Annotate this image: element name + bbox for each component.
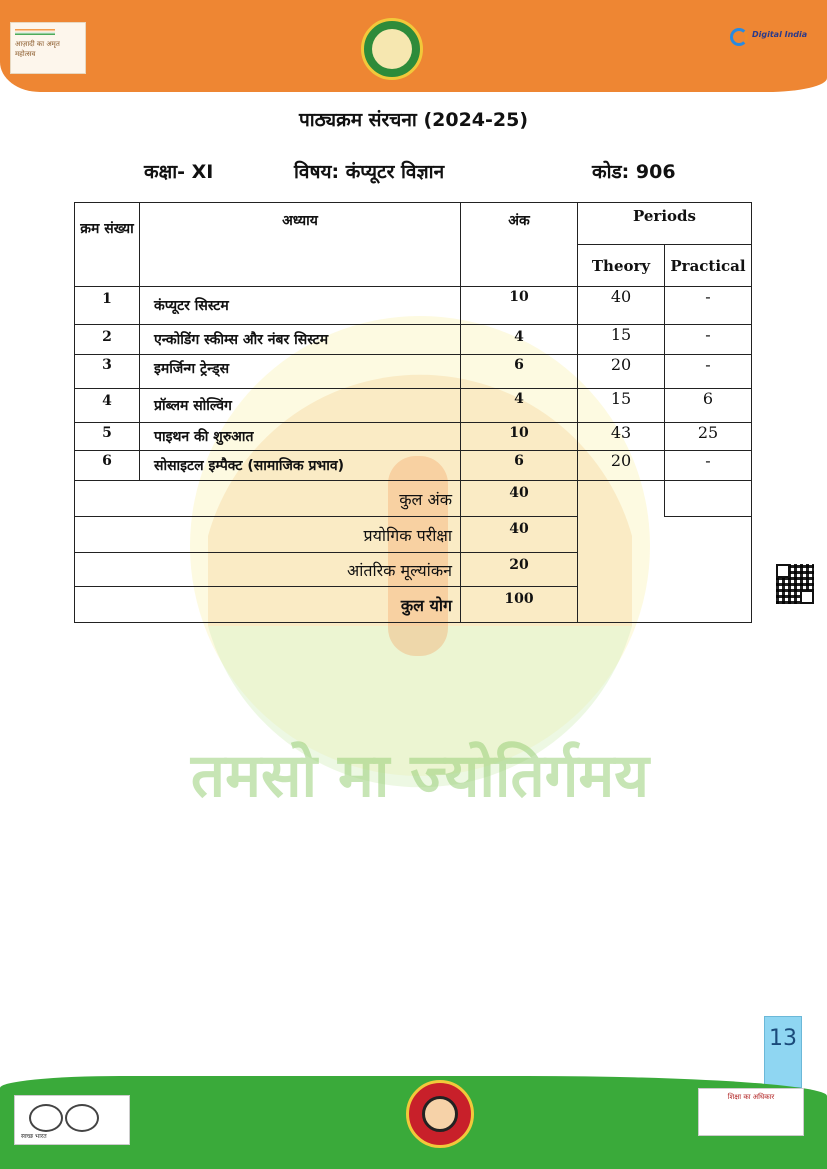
row-chapter: सोसाइटल इम्पैक्ट (सामाजिक प्रभाव) xyxy=(140,451,461,481)
syllabus-table xyxy=(74,202,752,623)
header-periods: Periods xyxy=(578,203,752,245)
row-theory: 43 xyxy=(578,423,665,451)
row-marks: 4 xyxy=(461,325,578,355)
table-header-row xyxy=(75,203,752,245)
row-marks: 4 xyxy=(461,389,578,423)
row-theory: 15 xyxy=(578,389,665,423)
total-marks-label: कुल अंक xyxy=(75,481,461,517)
page-number: 13 xyxy=(764,1016,802,1088)
table-row xyxy=(75,389,752,423)
row-theory: 20 xyxy=(578,451,665,481)
row-sno: 6 xyxy=(75,451,140,481)
rte-logo xyxy=(698,1088,804,1136)
beti-bachao-emblem-icon xyxy=(406,1080,474,1148)
glasses-right-icon xyxy=(65,1104,99,1132)
swachh-bharat-text: स्वच्छ भारत xyxy=(21,1133,47,1140)
row-theory: 40 xyxy=(578,287,665,325)
azadi-logo xyxy=(10,22,86,74)
page-title: पाठ्यक्रम संरचना (2024-25) xyxy=(298,109,529,131)
subject-label: विषय: कंप्यूटर विज्ञान xyxy=(294,161,445,183)
row-chapter: एन्कोडिंग स्कीम्स और नंबर सिस्टम xyxy=(140,325,461,355)
azadi-logo-text: आज़ादी का अमृत महोत्सव xyxy=(15,40,60,58)
row-practical: - xyxy=(665,451,752,481)
header-marks: अंक xyxy=(461,203,578,287)
row-chapter: प्रॉब्लम सोल्विंग xyxy=(140,389,461,423)
row-sno: 5 xyxy=(75,423,140,451)
board-emblem-icon xyxy=(361,18,423,80)
total-row xyxy=(75,517,752,553)
practical-exam-value: 40 xyxy=(461,517,578,553)
rte-logo-text: शिक्षा का अधिकार xyxy=(727,1093,775,1101)
digital-india-text: Digital India xyxy=(752,30,808,39)
glasses-left-icon xyxy=(29,1104,63,1132)
qr-code-icon xyxy=(776,564,814,604)
table-row xyxy=(75,287,752,325)
internal-assessment-label: आंतरिक मूल्यांकन xyxy=(75,553,461,587)
header-practical: Practical xyxy=(665,245,752,287)
practical-exam-label: प्रयोगिक परीक्षा xyxy=(75,517,461,553)
swachh-bharat-logo xyxy=(14,1095,130,1145)
row-sno: 3 xyxy=(75,355,140,389)
table-row xyxy=(75,355,752,389)
grand-total-label: कुल योग xyxy=(75,587,461,623)
row-marks: 10 xyxy=(461,423,578,451)
row-practical: - xyxy=(665,325,752,355)
header-theory: Theory xyxy=(578,245,665,287)
digital-india-logo xyxy=(730,26,810,54)
row-sno: 1 xyxy=(75,287,140,325)
row-practical: 6 xyxy=(665,389,752,423)
watermark-text: तमसो मा ज्योतिर्गमय xyxy=(190,741,650,811)
row-chapter: कंप्यूटर सिस्टम xyxy=(140,287,461,325)
row-marks: 10 xyxy=(461,287,578,325)
header-sno: क्रम संख्या xyxy=(75,203,140,287)
row-sno: 4 xyxy=(75,389,140,423)
row-practical: - xyxy=(665,355,752,389)
row-marks: 6 xyxy=(461,355,578,389)
header-chapter: अध्याय xyxy=(140,203,461,287)
table-row xyxy=(75,451,752,481)
row-theory: 20 xyxy=(578,355,665,389)
internal-assessment-value: 20 xyxy=(461,553,578,587)
row-chapter: पाइथन की शुरुआत xyxy=(140,423,461,451)
row-sno: 2 xyxy=(75,325,140,355)
class-label: कक्षा- XI xyxy=(144,161,214,183)
row-marks: 6 xyxy=(461,451,578,481)
tricolor-mark xyxy=(15,29,55,35)
row-practical: - xyxy=(665,287,752,325)
total-marks-value: 40 xyxy=(461,481,578,517)
row-theory: 15 xyxy=(578,325,665,355)
total-row xyxy=(75,481,752,517)
row-practical: 25 xyxy=(665,423,752,451)
grand-total-value: 100 xyxy=(461,587,578,623)
code-label: कोड: 906 xyxy=(592,161,676,183)
row-chapter: इमर्जिन्ग ट्रेन्ड्स xyxy=(140,355,461,389)
table-row xyxy=(75,325,752,355)
digital-india-ring-icon xyxy=(730,28,748,46)
table-row xyxy=(75,423,752,451)
